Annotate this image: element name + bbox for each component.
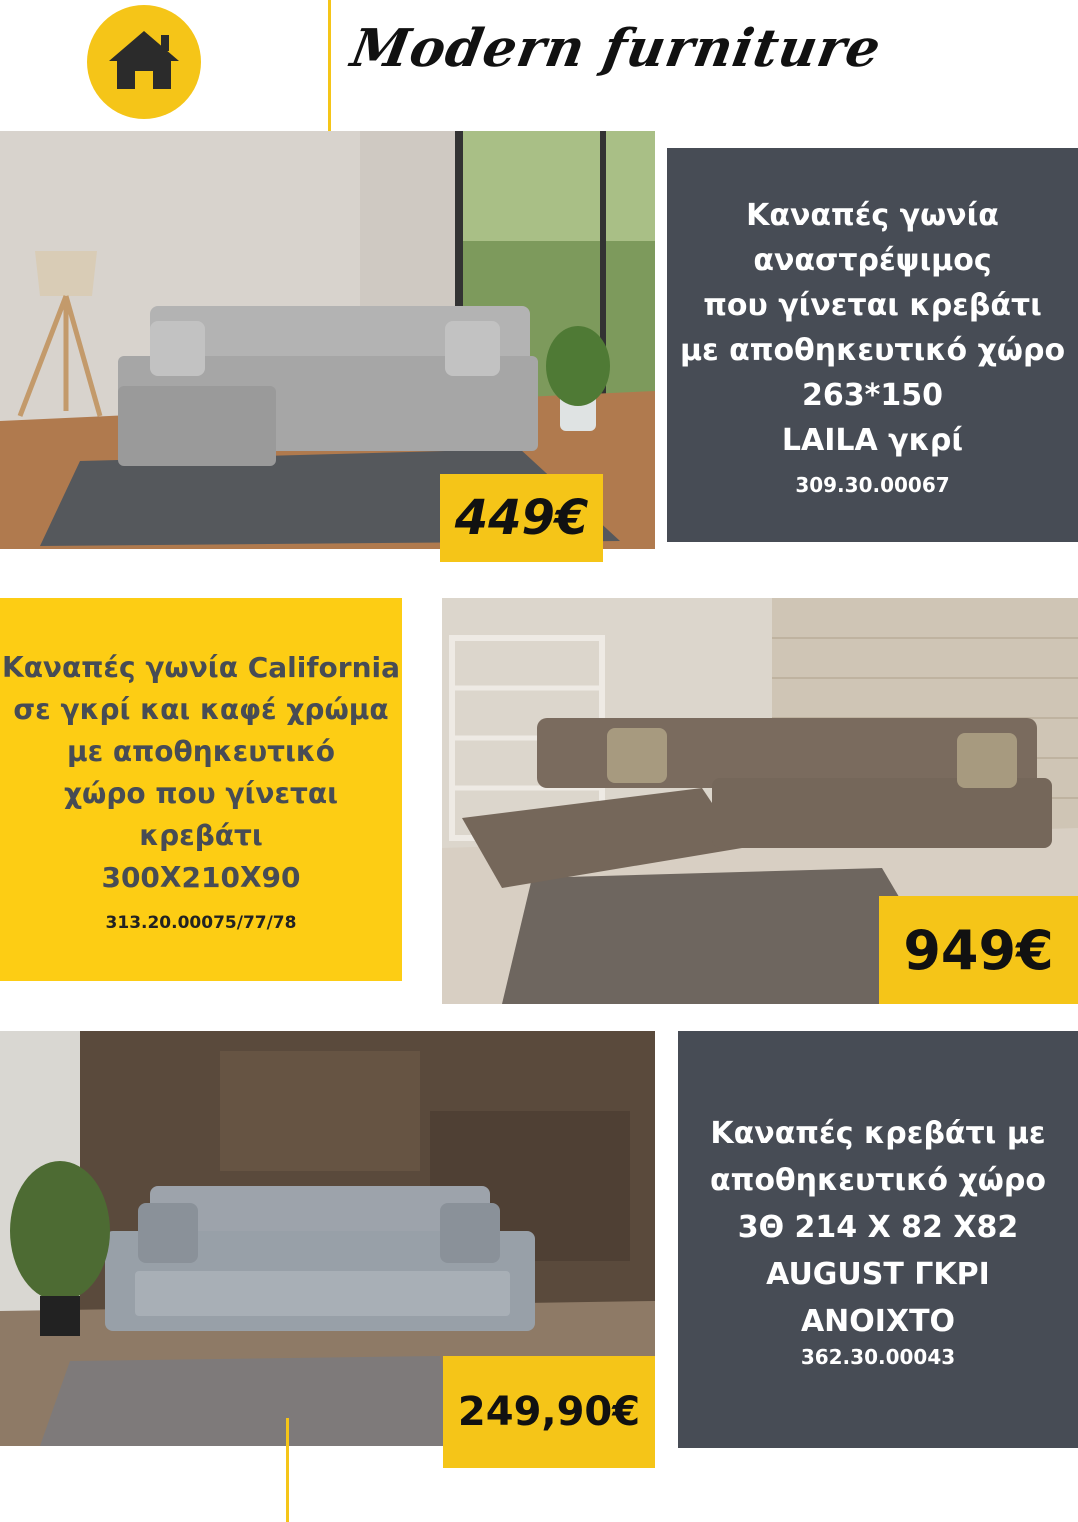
product-description-3: Καναπές κρεβάτι με αποθηκευτικό χώρο 3Θ 214 Χ 82 Χ82 AUGUST ΓΚΡΙ ΑΝΟΙΧΤΟ bbox=[710, 1116, 1046, 1339]
price-tag-2: 949€ bbox=[879, 896, 1078, 1004]
product-code-3: 362.30.00043 bbox=[800, 1345, 956, 1369]
product-panel-3 bbox=[678, 1031, 1078, 1448]
price-tag-3: 249,90€ bbox=[443, 1356, 655, 1468]
product-code-2: 313.20.00075/77/78 bbox=[105, 912, 297, 933]
product-code-1: 309.30.00067 bbox=[795, 473, 950, 497]
home-icon bbox=[87, 5, 201, 119]
logo-badge bbox=[87, 5, 201, 119]
product-description-1: Καναπές γωνία αναστρέψιμος που γίνεται κρεβάτι με αποθηκευτικό χώρο 263*150 LAILA γκρί bbox=[679, 198, 1066, 458]
price-tag-1: 449€ bbox=[440, 474, 603, 562]
product-description-2: Καναπές γωνία California σε γκρί και καφέ χρώμα με αποθηκευτικό χώρο που γίνεται κρεβάτι 300Χ210Χ90 bbox=[2, 650, 400, 894]
page-title: Modern furniture bbox=[346, 18, 886, 79]
product-panel-1 bbox=[667, 148, 1078, 542]
product-panel-2 bbox=[0, 598, 402, 981]
footer-divider bbox=[286, 1418, 289, 1522]
